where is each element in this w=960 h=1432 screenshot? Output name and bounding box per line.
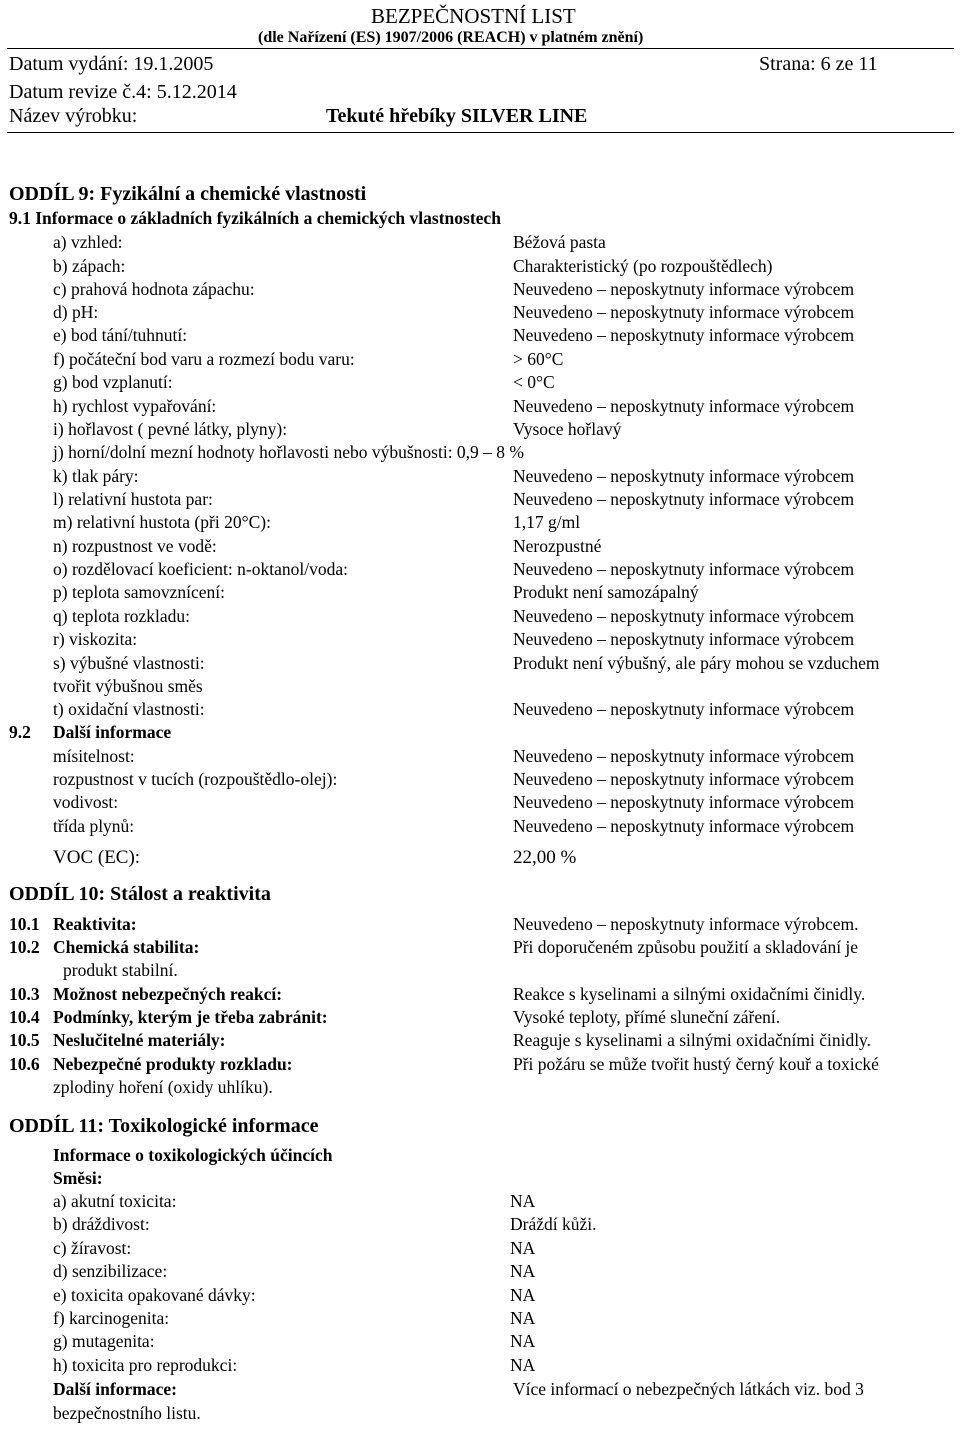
property-label: m) relativní hustota (při 20°C): (53, 512, 271, 532)
tox-label: e) toxicita opakované dávky: (53, 1285, 256, 1305)
product-name: Tekuté hřebíky SILVER LINE (326, 105, 588, 127)
property-label: k) tlak páry: (53, 466, 139, 486)
property-value: 1,17 g/ml (513, 512, 581, 532)
regulation-note: (dle Nařízení (ES) 1907/2006 (REACH) v platném znění) (258, 29, 644, 46)
item-value: Neuvedeno – neposkytnuty informace výrobcem. (513, 914, 859, 934)
item-label: Možnost nebezpečných reakcí: (53, 984, 283, 1004)
document-title: BEZPEČNOSTNÍ LIST (371, 4, 576, 28)
tox-value: NA (510, 1261, 536, 1281)
property-label: t) oxidační vlastnosti: (53, 699, 205, 719)
tox-subtitle: Informace o toxikologických účincích (53, 1145, 333, 1165)
property-label: o) rozdělovací koeficient: n-oktanol/voda: (53, 559, 348, 579)
voc-label: VOC (EC): (53, 847, 141, 868)
property-label: h) rychlost vypařování: (53, 396, 217, 416)
property-value: Produkt není samozápalný (513, 582, 699, 602)
property-value: Neuvedeno – neposkytnuty informace výrobcem (513, 606, 855, 626)
extra-label: rozpustnost v tucích (rozpouštědlo-olej): (53, 769, 338, 789)
property-value: Neuvedeno – neposkytnuty informace výrobcem (513, 629, 855, 649)
property-label: n) rozpustnost ve vodě: (53, 536, 217, 556)
extra-value: Neuvedeno – neposkytnuty informace výrobcem (513, 816, 855, 836)
property-label: q) teplota rozkladu: (53, 606, 191, 626)
revision-date: Datum revize č.4: 5.12.2014 (9, 81, 237, 103)
extra-label: mísitelnost: (53, 746, 135, 766)
property-value: Neuvedeno – neposkytnuty informace výrobcem (513, 466, 855, 486)
property-value: Neuvedeno – neposkytnuty informace výrobcem (513, 559, 855, 579)
property-value: Neuvedeno – neposkytnuty informace výrobcem (513, 325, 855, 345)
item-number: 10.6 (9, 1054, 40, 1074)
property-value: < 0°C (513, 372, 555, 392)
property-label: tvořit výbušnou směs (53, 676, 203, 696)
tox-label: d) senzibilizace: (53, 1261, 168, 1281)
item-number: 10.2 (9, 937, 40, 957)
item-value: Vysoké teploty, přímé sluneční záření. (513, 1007, 781, 1027)
property-value: Neuvedeno – neposkytnuty informace výrobcem (513, 489, 855, 509)
header-divider-bottom (7, 132, 954, 133)
section-9-2-number: 9.2 (9, 722, 31, 742)
tox-label: a) akutní toxicita: (53, 1191, 177, 1211)
tox-value: Dráždí kůži. (510, 1214, 597, 1234)
tox-value: NA (510, 1355, 536, 1375)
extra-value: Neuvedeno – neposkytnuty informace výrobcem (513, 769, 855, 789)
extra-label: vodivost: (53, 792, 119, 812)
tox-label: h) toxicita pro reprodukci: (53, 1355, 238, 1375)
property-value: > 60°C (513, 349, 564, 369)
mixtures-title: Směsi: (53, 1168, 103, 1188)
item-value: Při požáru se může tvořit hustý černý kouř a toxické (513, 1054, 879, 1074)
tox-label: g) mutagenita: (53, 1331, 155, 1351)
property-label: r) viskozita: (53, 629, 138, 649)
header-divider (7, 48, 954, 49)
tox-value: NA (510, 1238, 536, 1258)
property-label: d) pH: (53, 302, 99, 322)
property-label: e) bod tání/tuhnutí: (53, 325, 188, 345)
item-value: Reaguje s kyselinami a silnými oxidačními činidly. (513, 1030, 872, 1050)
item-value: Reakce s kyselinami a silnými oxidačními činidly. (513, 984, 866, 1004)
section-11-title: ODDÍL 11: Toxikologické informace (9, 1115, 319, 1137)
property-label: b) zápach: (53, 256, 126, 276)
property-value: Neuvedeno – neposkytnuty informace výrobcem (513, 302, 855, 322)
item-label: Podmínky, kterým je třeba zabránit: (53, 1007, 328, 1027)
property-label: j) horní/dolní mezní hodnoty hořlavosti nebo výbušnosti: 0,9 – 8 % (53, 442, 525, 462)
property-value: Nerozpustné (513, 536, 602, 556)
section-10-title: ODDÍL 10: Stálost a reaktivita (9, 883, 271, 905)
property-label: g) bod vzplanutí: (53, 372, 173, 392)
property-value: Neuvedeno – neposkytnuty informace výrobcem (513, 279, 855, 299)
extra-value: Neuvedeno – neposkytnuty informace výrobcem (513, 792, 855, 812)
property-label: i) hořlavost ( pevné látky, plyny): (53, 419, 288, 439)
page-number: Strana: 6 ze 11 (759, 53, 878, 75)
tox-value: NA (510, 1331, 536, 1351)
more-info-value: Více informací o nebezpečných látkách viz. bod 3 (513, 1379, 864, 1399)
property-label: p) teplota samovznícení: (53, 582, 226, 602)
property-value: Neuvedeno – neposkytnuty informace výrobcem (513, 396, 855, 416)
item-label: Chemická stabilita: (53, 937, 200, 957)
item-label: Nebezpečné produkty rozkladu: (53, 1054, 293, 1074)
tox-value: NA (510, 1308, 536, 1328)
item-label: Neslučitelné materiály: (53, 1030, 226, 1050)
property-value: Produkt není výbušný, ale páry mohou se vzduchem (513, 653, 880, 673)
item-number: 10.5 (9, 1030, 40, 1050)
section-9-1-title: 9.1 Informace o základních fyzikálních a chemických vlastnostech (9, 208, 501, 228)
section-9-title: ODDÍL 9: Fyzikální a chemické vlastnosti (9, 183, 367, 205)
item-number: 10.1 (9, 914, 40, 934)
property-value: Neuvedeno – neposkytnuty informace výrobcem (513, 699, 855, 719)
product-label: Název výrobku: (9, 105, 138, 127)
voc-value: 22,00 % (513, 847, 577, 868)
item-number: 10.3 (9, 984, 40, 1004)
item-label: Reaktivita: (53, 914, 137, 934)
tox-label: c) žíravost: (53, 1238, 132, 1258)
property-label: c) prahová hodnota zápachu: (53, 279, 255, 299)
property-label: f) počáteční bod varu a rozmezí bodu varu: (53, 349, 355, 369)
section-9-2-title: Další informace (53, 722, 172, 742)
tox-label: b) dráždivost: (53, 1214, 150, 1234)
item-value-continuation: produkt stabilní. (63, 960, 178, 980)
tox-value: NA (510, 1191, 536, 1211)
item-value: Při doporučeném způsobu použití a skladování je (513, 937, 859, 957)
property-label: l) relativní hustota par: (53, 489, 213, 509)
more-info-continuation: bezpečnostního listu. (53, 1403, 201, 1423)
item-value-continuation: zplodiny hoření (oxidy uhlíku). (53, 1077, 273, 1097)
more-info-label: Další informace: (53, 1379, 177, 1399)
issue-date: Datum vydání: 19.1.2005 (9, 53, 214, 75)
property-label: a) vzhled: (53, 232, 123, 252)
tox-label: f) karcinogenita: (53, 1308, 170, 1328)
item-number: 10.4 (9, 1007, 40, 1027)
extra-value: Neuvedeno – neposkytnuty informace výrobcem (513, 746, 855, 766)
extra-label: třída plynů: (53, 816, 135, 836)
property-value: Vysoce hořlavý (513, 419, 622, 439)
property-label: s) výbušné vlastnosti: (53, 653, 205, 673)
property-value: Charakteristický (po rozpouštědlech) (513, 256, 773, 276)
tox-value: NA (510, 1285, 536, 1305)
property-value: Béžová pasta (513, 232, 606, 252)
